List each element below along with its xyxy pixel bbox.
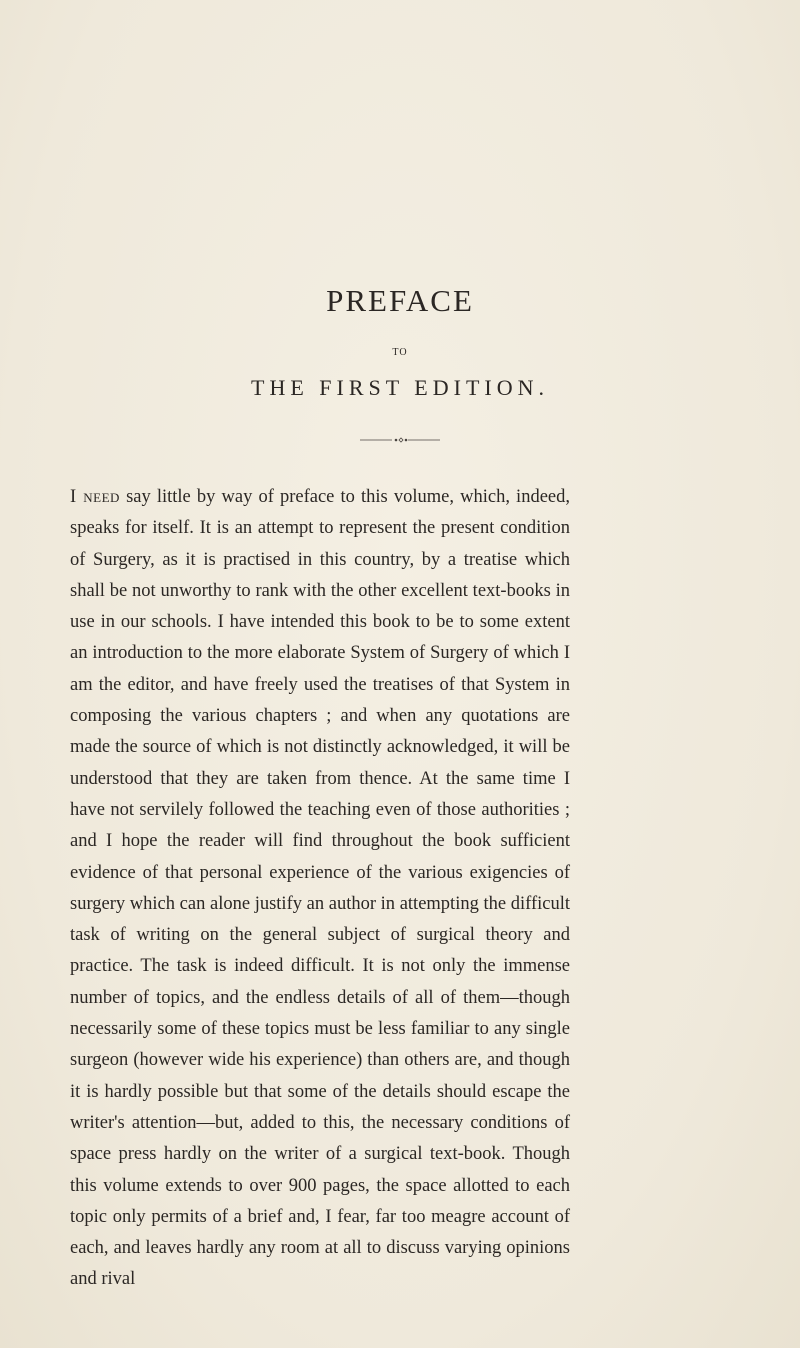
preface-body <box>70 482 570 1296</box>
ornament-divider-icon <box>360 437 440 443</box>
title-connector: TO <box>392 347 408 358</box>
edition-subtitle: THE FIRST EDITION. <box>251 375 549 400</box>
lead-word: I need <box>70 487 120 507</box>
preface-text: say little by way of preface to this volume, which, indeed, speaks for itself. It is an attempt to represent the present condition of Surgery, as it is practised in this country, by a treatise which shall be not unworthy to rank with the other excellent text-books in use in our schools. I have intended this book to be to some extent an introduction to the more elaborate System of Surgery of which I am the editor, and have freely used the treatises of that System in composing the various chapters ; and when any quotations are made the source of which is not distinctly acknowledged, it will be understood that they are taken from thence. At the same time I have not servilely followed the teaching even of those authorities ; and I hope the reader will find throughout the book sufficient evidence of that personal experience of the various exigencies of surgery which can alone justify an author in attempting the difficult task of writing on the general subject of surgical theory and practice. The task is indeed difficult. It is not only the immense number of topics, and the endless details of all of them—though necessarily some of these topics must be less familiar to any single surgeon (however wide his experience) than others are, and though it is hardly possible but that some of the details should escape the writer's attention—but, added to this, the necessary conditions of space press hardly on the writer of a surgical text-book. Though this volume extends to over 900 pages, the space allotted to each topic only permits of a brief and, I fear, far too meagre account of each, and leaves hardly any room at all to discuss varying opinions and rival <box>70 487 570 1290</box>
preface-paragraph <box>70 482 570 1296</box>
page-title: PREFACE <box>326 283 474 318</box>
